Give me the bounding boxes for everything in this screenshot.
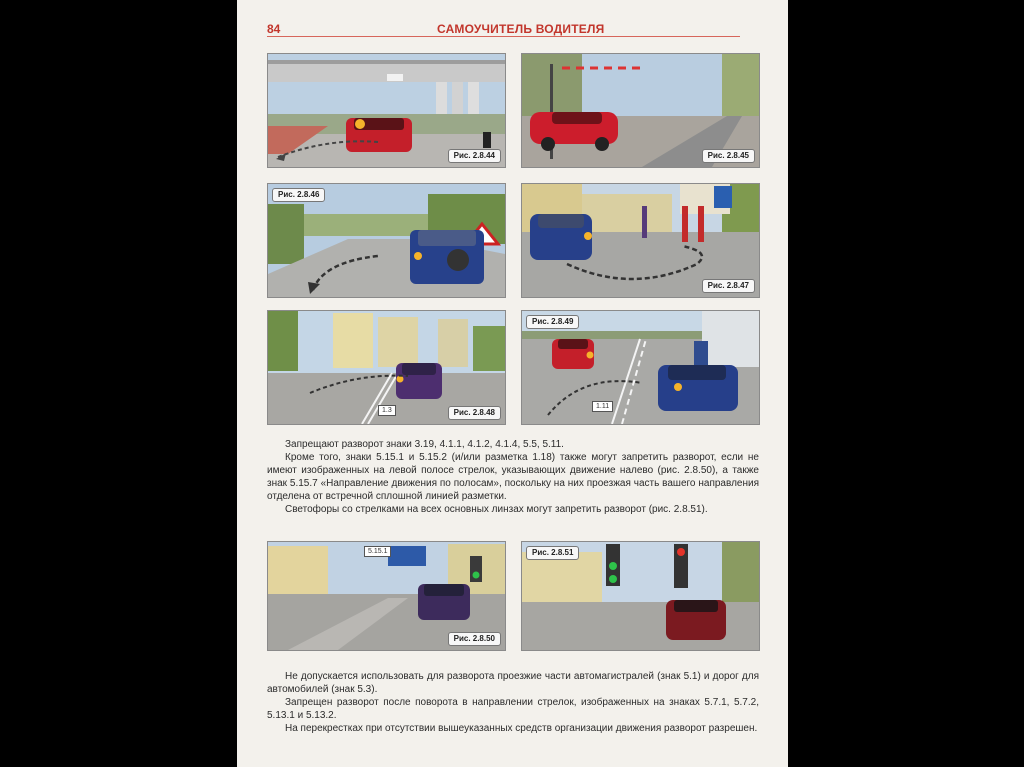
blue-suv — [410, 230, 484, 284]
paragraph: На перекрестках при отсутствии вышеуказанных средств организации движения разворот разрешен. — [285, 723, 758, 734]
blue-sedan — [658, 365, 738, 411]
purple-sedan — [396, 363, 442, 399]
marking-label: 1.11 — [592, 401, 613, 412]
book-page — [237, 0, 788, 767]
page-header — [237, 0, 788, 40]
figure-label: Рис. 2.8.44 — [448, 149, 501, 163]
figure-label: Рис. 2.8.50 — [448, 632, 501, 646]
figure-2-8-51 — [521, 541, 760, 651]
dark-red-sedan — [666, 600, 726, 640]
figure-2-8-50 — [267, 541, 506, 651]
figure-2-8-47 — [521, 183, 760, 298]
paragraph: Кроме того, знаки 5.15.1 и 5.15.2 (и/или разметка 1.18) также могут запретить разворот, если не имеют изображенных на левой полосе стрелок, указывающих движение налево (рис. 2.8.50), а также знак 5.15.7 «Направление движения по полосам», поскольку на них проезжая часть вашего направления отделена от встречной сплошной линией разметки. — [267, 452, 759, 502]
text-block-2 — [267, 670, 759, 735]
figure-label: Рис. 2.8.48 — [448, 406, 501, 420]
red-car — [552, 339, 594, 369]
blue-hatchback — [530, 214, 592, 260]
figure-label: Рис. 2.8.49 — [526, 315, 579, 329]
figure-2-8-48 — [267, 310, 506, 425]
figure-2-8-46 — [267, 183, 506, 298]
figure-2-8-45 — [521, 53, 760, 168]
figure-2-8-49 — [521, 310, 760, 425]
red-car — [346, 118, 412, 152]
figure-label: Рис. 2.8.51 — [526, 546, 579, 560]
figure-label: Рис. 2.8.45 — [702, 149, 755, 163]
paragraph: Не допускается использовать для разворота проезжие части автомагистралей (знак 5.1) и дорог для автомобилей (знак 5.3). — [267, 671, 759, 695]
figure-label: Рис. 2.8.46 — [272, 188, 325, 202]
paragraph: Запрещен разворот после поворота в направлении стрелок, изображенных на знаках 5.7.1, 5.7.2, 5.13.1 и 5.13.2. — [267, 697, 759, 721]
paragraph: Запрещают разворот знаки 3.19, 4.1.1, 4.1.2, 4.1.4, 5.5, 5.11. — [285, 439, 564, 450]
book-title: САМОУЧИТЕЛЬ ВОДИТЕЛЯ — [437, 22, 605, 36]
figure-label: Рис. 2.8.47 — [702, 279, 755, 293]
sign-5-15-1-label: 5.15.1 — [364, 546, 391, 557]
header-rule — [267, 36, 740, 37]
marking-label: 1.3 — [378, 405, 396, 416]
dark-sedan — [418, 584, 470, 620]
text-block-1 — [267, 438, 759, 516]
figure-2-8-44 — [267, 53, 506, 168]
page-number: 84 — [267, 22, 281, 36]
paragraph: Светофоры со стрелками на всех основных линзах могут запретить разворот (рис. 2.8.51). — [285, 504, 708, 515]
